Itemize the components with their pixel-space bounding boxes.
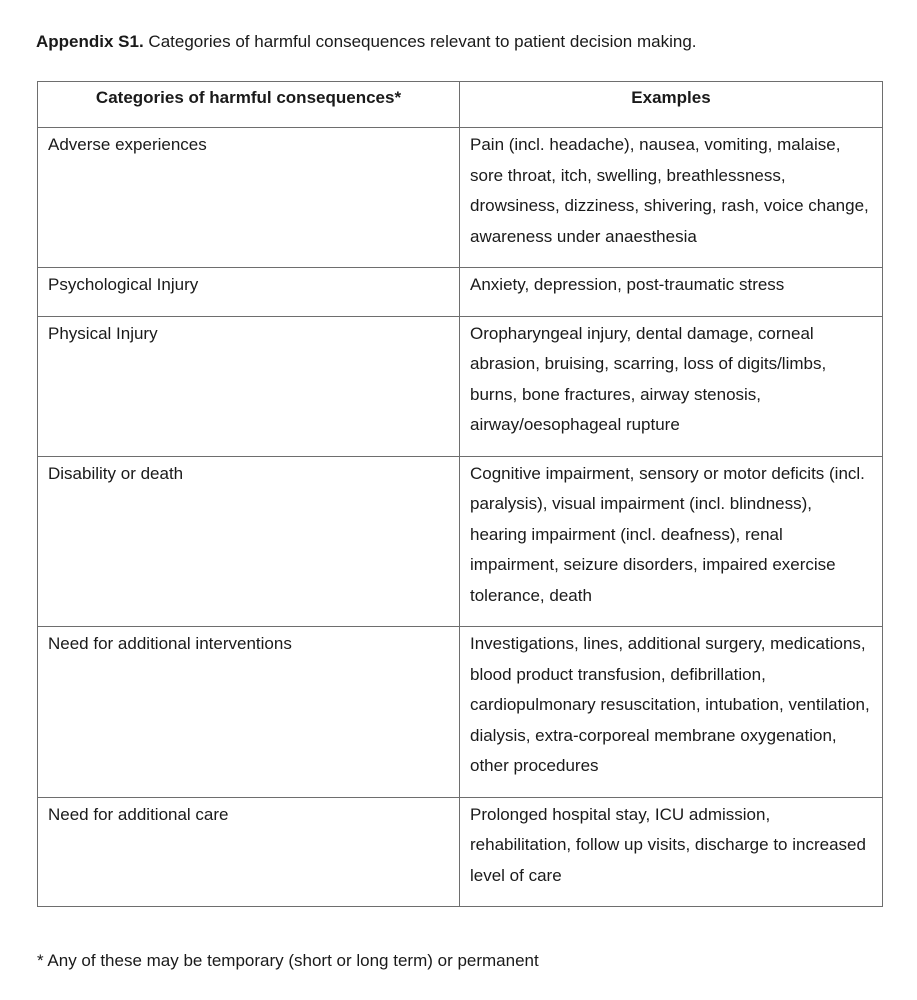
- table-row: [38, 627, 883, 798]
- table-row: [38, 128, 883, 268]
- examples-cell: Cognitive impairment, sensory or motor deficits (incl. paralysis), visual impairment (incl. blindness), hearing impairment (incl. deafness), renal impairment, seizure disorders, impaired exercise tolerance, death: [460, 456, 883, 627]
- caption-text: Categories of harmful consequences relevant to patient decision making.: [143, 32, 697, 51]
- table-row: [38, 797, 883, 907]
- category-cell: Psychological Injury: [38, 268, 460, 317]
- harms-table: [37, 81, 883, 907]
- table-row: [38, 268, 883, 317]
- examples-cell: Prolonged hospital stay, ICU admission, rehabilitation, follow up visits, discharge to increased level of care: [460, 797, 883, 907]
- table-row: [38, 316, 883, 456]
- category-cell: Need for additional interventions: [38, 627, 460, 798]
- header-categories: Categories of harmful consequences*: [38, 82, 460, 128]
- examples-cell: Pain (incl. headache), nausea, vomiting, malaise, sore throat, itch, swelling, breathlessness, drowsiness, dizziness, shivering, rash, voice change, awareness under anaesthesia: [460, 128, 883, 268]
- table-footnote: * Any of these may be temporary (short or long term) or permanent: [37, 951, 539, 970]
- table-row: [38, 456, 883, 627]
- category-cell: Physical Injury: [38, 316, 460, 456]
- table-caption: [36, 31, 697, 53]
- header-examples: Examples: [460, 82, 883, 128]
- examples-cell: Investigations, lines, additional surgery, medications, blood product transfusion, defibrillation, cardiopulmonary resuscitation, intubation, ventilation, dialysis, extra-corporeal membrane oxygenation, other procedures: [460, 627, 883, 798]
- category-cell: Adverse experiences: [38, 128, 460, 268]
- examples-cell: Anxiety, depression, post-traumatic stress: [460, 268, 883, 317]
- table-header-row: [38, 82, 883, 128]
- caption-label: Appendix S1.: [36, 32, 144, 51]
- category-cell: Disability or death: [38, 456, 460, 627]
- examples-cell: Oropharyngeal injury, dental damage, corneal abrasion, bruising, scarring, loss of digits/limbs, burns, bone fractures, airway stenosis, airway/oesophageal rupture: [460, 316, 883, 456]
- category-cell: Need for additional care: [38, 797, 460, 907]
